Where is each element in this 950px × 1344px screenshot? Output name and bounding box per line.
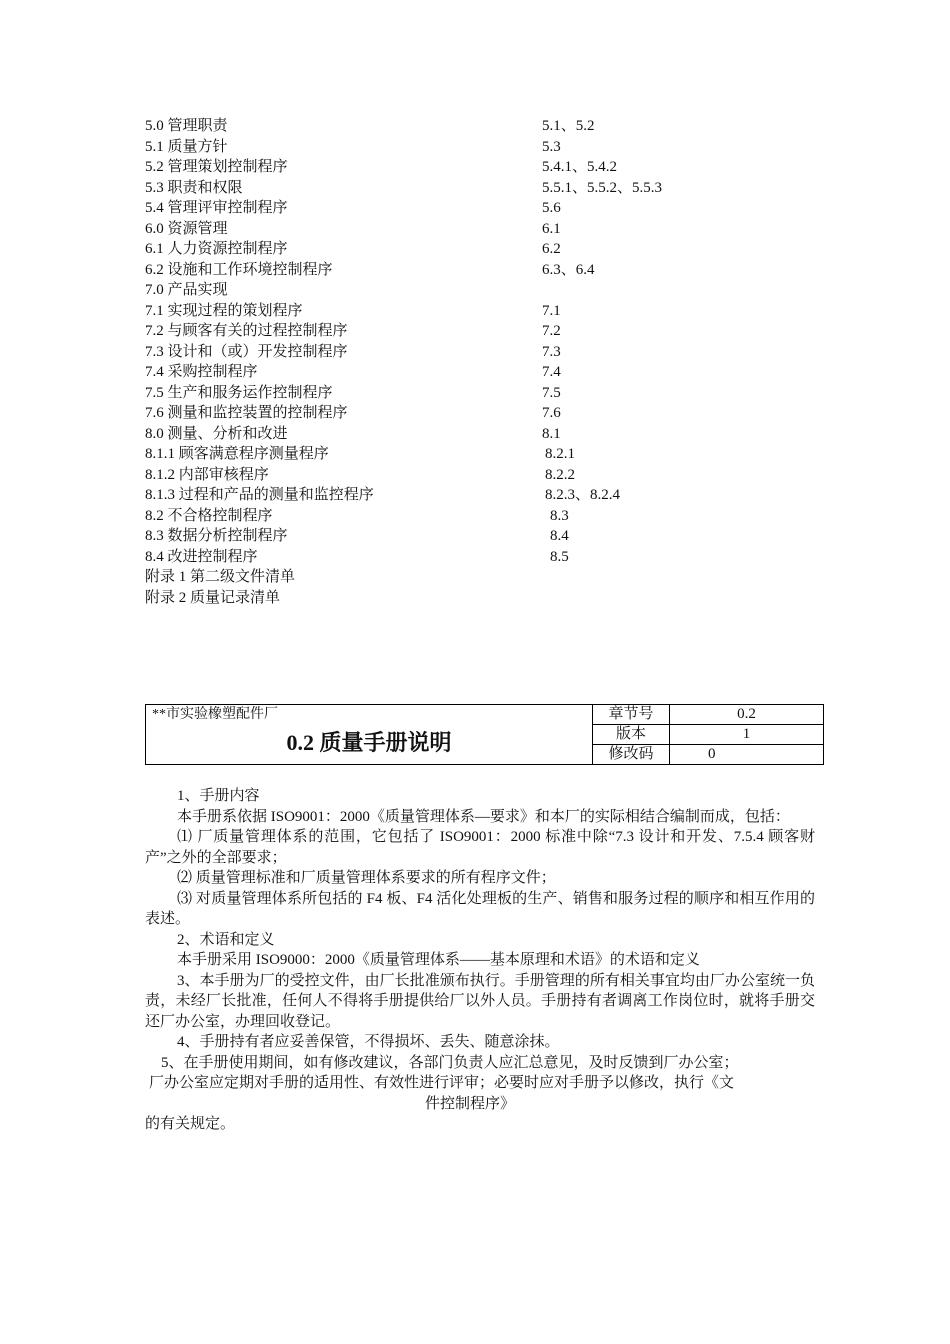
toc-reference: 7.6	[542, 405, 561, 421]
organization-name: **市实验橡塑配件厂	[152, 707, 278, 722]
chapter-label: 章节号	[593, 705, 670, 725]
toc-reference: 7.1	[542, 302, 561, 319]
toc-label: 7.1 实现过程的策划程序	[145, 302, 303, 319]
paragraph-controlled-document: 3、本手册为厂的受控文件，由厂长批准颁布执行。手册管理的所有相关事宜均由厂办公室统一负责，未经厂长批准，任何人不得将手册提供给厂以外人员。手册持有者调离工作岗位时，就将手册交还厂办公室，办理回收登记。	[145, 972, 815, 1030]
paragraph-revision-line-4: 的有关规定。	[145, 1116, 236, 1132]
toc-label: 7.3 设计和（或）开发控制程序	[145, 343, 348, 360]
toc-reference: 8.2.3、8.2.4	[545, 487, 621, 503]
toc-label: 5.2 管理策划控制程序	[145, 159, 288, 175]
toc-reference: 7.2	[542, 323, 561, 339]
section-heading-terms: 2、术语和定义	[177, 931, 275, 948]
paragraph-basis: 本手册系依据 ISO9001：2000《质量管理体系—要求》和本厂的实际相结合编制而成，包括：	[177, 808, 790, 825]
paragraph-revision-line-1: 5、在手册使用期间，如有修改建议，各部门负责人应汇总意见，及时反馈到厂办公室；	[161, 1054, 739, 1071]
toc-label: 8.0 测量、分析和改进	[145, 425, 288, 442]
toc-label: 7.2 与顾客有关的过程控制程序	[145, 323, 348, 339]
chapter-value: 0.2	[670, 705, 824, 725]
toc-label: 8.3 数据分析控制程序	[145, 528, 288, 544]
toc-label: 8.4 改进控制程序	[145, 548, 258, 565]
header-title-cell	[146, 705, 593, 765]
toc-reference: 7.5	[542, 384, 561, 401]
toc-label: 5.4 管理评审控制程序	[145, 200, 288, 216]
toc-row	[145, 588, 845, 609]
toc-label: 5.0 管理职责	[145, 118, 228, 134]
toc-label: 8.1.3 过程和产品的测量和监控程序	[145, 487, 374, 503]
toc-label: 7.0 产品实现	[145, 282, 228, 298]
toc-row	[145, 239, 845, 260]
toc-reference: 6.3、6.4	[542, 261, 595, 278]
toc-label: 8.1.1 顾客满意程序测量程序	[145, 446, 329, 462]
toc-reference: 8.2.1	[545, 446, 575, 462]
toc-reference: 5.5.1、5.5.2、5.5.3	[542, 179, 663, 196]
revision-label: 修改码	[593, 745, 670, 765]
toc-reference: 6.1	[542, 220, 561, 237]
toc-label: 6.2 设施和工作环境控制程序	[145, 261, 333, 278]
toc-reference: 8.4	[550, 528, 569, 544]
toc-row	[145, 465, 845, 486]
document-header-table	[145, 704, 824, 765]
toc-label: 8.2 不合格控制程序	[145, 507, 273, 524]
toc-reference: 8.3	[550, 507, 569, 524]
paragraph-item-3: ⑶ 对质量管理体系所包括的 F4 板、F4 活化处理板的生产、销售和服务过程的顺序和相互作用的表述。	[145, 890, 815, 927]
toc-reference: 5.1、5.2	[542, 118, 595, 134]
paragraph-terms: 本手册采用 ISO9000：2000《质量管理体系——基本原理和术语》的术语和定义	[177, 952, 700, 968]
toc-row	[145, 116, 845, 137]
toc-reference: 5.3	[542, 138, 561, 155]
paragraph-item-1: ⑴ 厂质量管理体系的范围，它包括了 ISO9001：2000 标准中除“7.3 设计和开发、7.5.4 顾客财产”之外的全部要求；	[145, 829, 815, 866]
toc-row	[145, 301, 845, 322]
paragraph-custody: 4、手册持有者应妥善保管，不得损坏、丢失、随意涂抹。	[177, 1034, 560, 1050]
toc-reference: 5.4.1、5.4.2	[542, 159, 618, 175]
toc-row	[145, 198, 845, 219]
version-label: 版本	[593, 725, 670, 745]
toc-reference: 7.3	[542, 343, 561, 360]
toc-row	[145, 444, 845, 465]
toc-label: 附录 2 质量记录清单	[145, 589, 281, 606]
toc-reference: 7.4	[542, 364, 561, 380]
toc-label: 附录 1 第二级文件清单	[145, 569, 296, 585]
toc-label: 7.6 测量和监控装置的控制程序	[145, 405, 348, 421]
toc-label: 6.0 资源管理	[145, 220, 228, 237]
toc-row	[145, 157, 845, 178]
toc-label: 8.1.2 内部审核程序	[145, 466, 269, 483]
toc-row	[145, 362, 845, 383]
toc-label: 5.3 职责和权限	[145, 179, 243, 196]
toc-row	[145, 260, 845, 281]
toc-row	[145, 526, 845, 547]
toc-row	[145, 321, 845, 342]
toc-list	[145, 116, 845, 608]
toc-reference: 8.1	[542, 425, 561, 442]
toc-reference: 5.6	[542, 200, 561, 216]
toc-row	[145, 342, 845, 363]
toc-row	[145, 506, 845, 527]
toc-label: 7.5 生产和服务运作控制程序	[145, 384, 333, 401]
paragraph-item-2: ⑵ 质量管理标准和厂质量管理体系要求的所有程序文件；	[177, 870, 556, 886]
paragraph-revision-line-2: 厂办公室应定期对手册的适用性、有效性进行评审；必要时应对手册予以修改，执行《文	[149, 1075, 735, 1091]
toc-reference: 8.2.2	[545, 466, 575, 483]
toc-reference: 6.2	[542, 241, 561, 257]
version-value: 1	[670, 725, 824, 745]
section-heading-content: 1、手册内容	[177, 788, 260, 804]
toc-label: 6.1 人力资源控制程序	[145, 241, 288, 257]
paragraph-revision-line-3: 件控制程序》	[425, 1095, 516, 1112]
manual-description-body	[145, 786, 815, 1135]
revision-value: 0	[670, 745, 824, 765]
toc-row	[145, 280, 845, 301]
toc-row	[145, 383, 845, 404]
toc-reference: 8.5	[550, 548, 569, 565]
toc-row	[145, 403, 845, 424]
toc-row	[145, 547, 845, 568]
toc-label: 7.4 采购控制程序	[145, 364, 258, 380]
toc-row	[145, 178, 845, 199]
toc-row	[145, 219, 845, 240]
document-title: 0.2 质量手册说明	[286, 730, 452, 755]
toc-row	[145, 485, 845, 506]
toc-row	[145, 424, 845, 445]
toc-row	[145, 137, 845, 158]
toc-label: 5.1 质量方针	[145, 138, 228, 155]
toc-row	[145, 567, 845, 588]
